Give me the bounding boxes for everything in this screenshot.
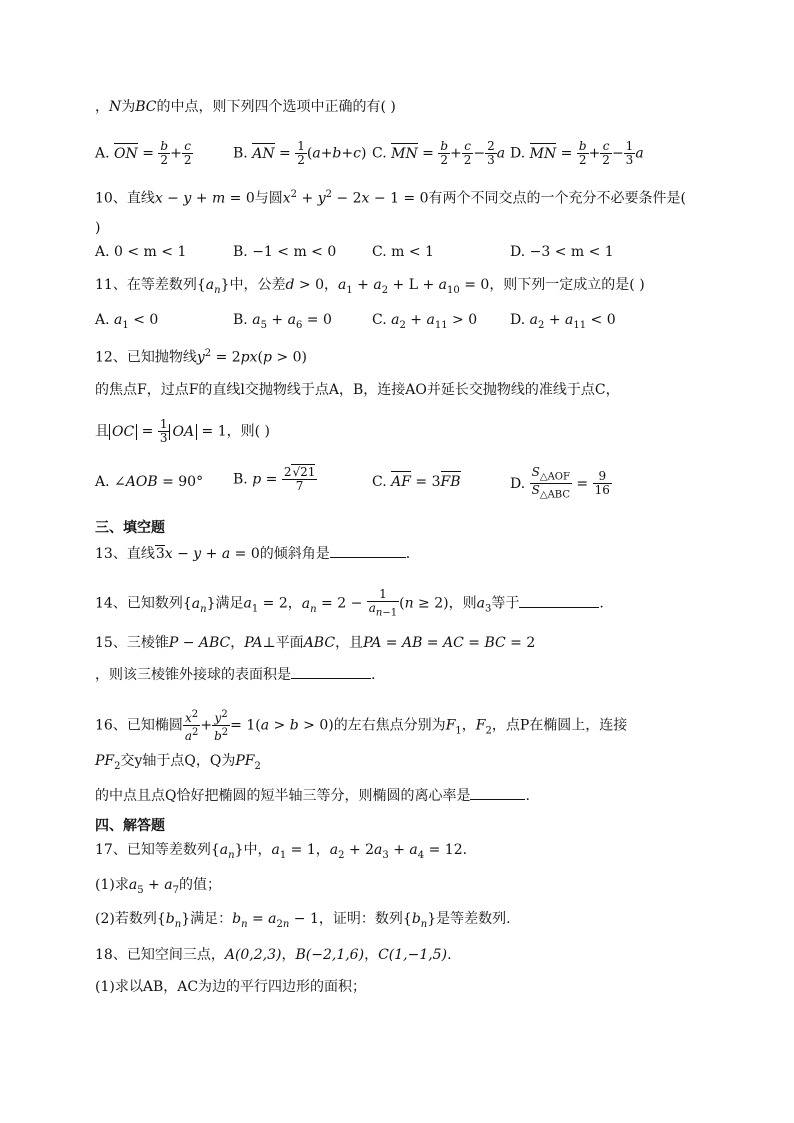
q12-stem-line3: 且 OC = $\frac{1}{3}$ OA = 1，则( ) bbox=[95, 417, 270, 445]
q9-option-c: C. MN = $\frac{b}{2}$ + $\frac{c}{2}$ − $\frac{2}{3}$ a bbox=[372, 139, 506, 167]
q18-stem: 18、已知空间三点，A(0,2,3)，B(−2,1,6)，C(1,−1,5). bbox=[95, 947, 452, 963]
q14-stem: 14、已知数列$\{a_n\}$满足$a_1 = 2$，$a_n = 2$ − $\frac{1}{a_{n-1}}$ (n ≥ 2)，则$a_3$等于 . bbox=[95, 587, 604, 619]
q18-part1: (1)求以AB，AC为边的平行四边形的面积； bbox=[95, 979, 367, 995]
q9-continuation: ，N为BC的中点，则下列四个选项中正确的有( ) bbox=[95, 99, 396, 115]
section-fill-in-blank-title: 三、填空题 bbox=[95, 520, 165, 536]
q10-stem-cont: ) bbox=[95, 220, 101, 236]
q9-option-b: B. AN = $\frac{1}{2}$ (a+b+c) bbox=[233, 139, 367, 167]
q12-option-d: D. $\frac{S_{\triangle AOF}}{S_{\triangle ABC}}$ = $\frac{9}{16}$ bbox=[510, 465, 610, 501]
q10-option-c: C. m < 1 bbox=[372, 244, 434, 260]
q13-stem: 13、直线3x − y + a = 0的倾斜角是 . bbox=[95, 546, 411, 562]
q16-stem-line3: 的中点且点Q恰好把椭圆的短半轴三等分，则椭圆的离心率是 . bbox=[95, 788, 530, 804]
q14-answer-blank bbox=[519, 594, 599, 608]
q12-option-c: C. AF = 3FB bbox=[372, 474, 461, 490]
q15-stem-line2: ，则该三棱锥外接球的表面积是 . bbox=[95, 667, 376, 683]
q12-option-a: A. ∠AOB = 90° bbox=[95, 474, 204, 490]
q16-stem-line2: $PF_2$交y轴于点Q，Q为$PF_2$ bbox=[95, 753, 261, 772]
q11-option-a: A. $a_1 < 0$ bbox=[95, 312, 159, 331]
q11-stem: 11、在等差数列$\{a_n\}$中，公差d > 0，$a_1 + a_2 + L + a_{10} = 0$，则下列一定成立的是( ) bbox=[95, 277, 645, 296]
q11-option-d: D. $a_2 + a_{11} < 0$ bbox=[510, 312, 616, 331]
q9-option-a: A. ON = $\frac{b}{2}$ + $\frac{c}{2}$ bbox=[95, 139, 192, 167]
q12-stem-line2: 的焦点F，过点F的直线l交抛物线于点A，B，连接AO并延长交抛物线的准线于点C， bbox=[95, 382, 620, 398]
q12-stem: 12、已知抛物线$y^2 = 2px(p > 0)$ bbox=[95, 348, 307, 366]
q10-option-d: D. −3 < m < 1 bbox=[510, 244, 614, 260]
q15-answer-blank bbox=[291, 665, 371, 679]
section-solutions-title: 四、解答题 bbox=[95, 818, 165, 834]
q10-stem: 10、直线x − y + m = 0与圆$x^2 + y^2 - 2x - 1 = 0$有两个不同交点的一个充分不必要条件是( bbox=[95, 189, 686, 207]
q17-part1: (1)求$a_5 + a_7$的值； bbox=[95, 877, 221, 896]
q9-option-d: D. MN = $\frac{b}{2}$ + $\frac{c}{2}$ − $\frac{1}{3}$ a bbox=[510, 139, 644, 167]
q16-answer-blank bbox=[470, 786, 525, 800]
q13-answer-blank bbox=[330, 544, 406, 558]
q17-stem: 17、已知等差数列$\{a_n\}$中，$a_1 = 1$，$a_2 + 2a_3 + a_4 = 12$. bbox=[95, 842, 468, 861]
q11-option-c: C. $a_2 + a_{11} > 0$ bbox=[372, 312, 478, 331]
q10-option-a: A. 0 < m < 1 bbox=[95, 244, 187, 260]
q11-option-b: B. $a_5 + a_6 = 0$ bbox=[233, 312, 332, 331]
q15-stem: 15、三棱锥P − ABC，PA⊥平面ABC，且PA = AB = AC = BC = 2 bbox=[95, 635, 536, 651]
q17-part2: (2)若数列$\{b_n\}$满足：$b_n = a_{2n} - 1$，证明：数列$\{b_n\}$是等差数列. bbox=[95, 911, 511, 930]
q12-option-b: B. p = $\frac{2√21}{7}$ bbox=[233, 465, 316, 493]
q16-stem: 16、已知椭圆 $\frac{x^2}{a^2}$ + $\frac{y^2}{b^2}$ = 1(a > b > 0)的左右焦点分别为$F_1$，$F_2$，点P在椭圆上，连接 bbox=[95, 709, 628, 743]
q10-option-b: B. −1 < m < 0 bbox=[233, 244, 337, 260]
